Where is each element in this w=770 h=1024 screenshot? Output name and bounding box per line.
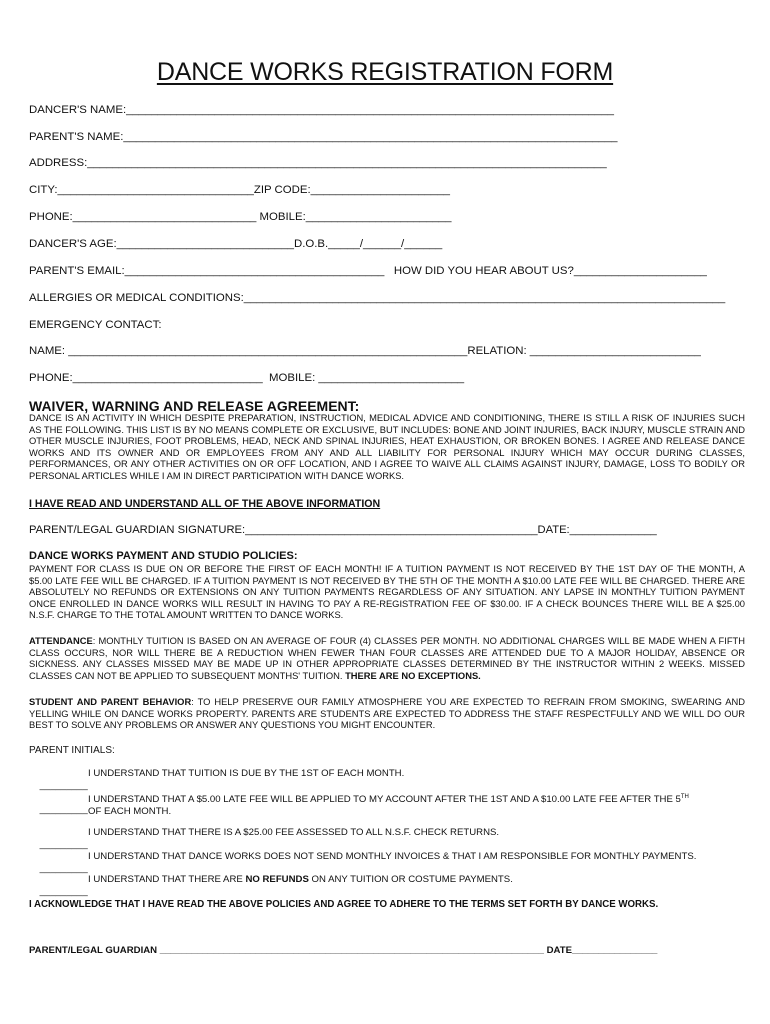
initial-item-text-part: ON ANY TUITION OR COSTUME PAYMENTS. xyxy=(308,874,513,885)
initial-blank[interactable]: _________ xyxy=(39,838,88,850)
parent-initials-label: PARENT INITIALS: xyxy=(29,745,115,756)
final-signature-field[interactable]: PARENT/LEGAL GUARDIAN ________________________________________________________________________ DATE________________ xyxy=(29,945,658,956)
policies-heading: DANCE WORKS PAYMENT AND STUDIO POLICIES: xyxy=(29,550,298,562)
final-acknowledgement: I ACKNOWLEDGE THAT I HAVE READ THE ABOVE POLICIES AND AGREE TO ADHERE TO THE TERMS SET FORTH BY DANCE WORKS. xyxy=(29,899,659,910)
emergency-contact-label: EMERGENCY CONTACT: xyxy=(29,319,162,331)
city-zip-field[interactable]: CITY:_______________________________ZIP CODE:______________________ xyxy=(29,184,450,196)
email-field[interactable]: PARENT'S EMAIL:_________________________________________ HOW DID YOU HEAR ABOUT US?_____________________ xyxy=(29,265,707,277)
age-dob-field[interactable]: DANCER'S AGE:____________________________D.O.B._____/______/______ xyxy=(29,238,443,250)
initial-item-text xyxy=(88,874,748,886)
no-refunds-text: NO REFUNDS xyxy=(245,874,309,885)
initial-item-text-part: OF EACH MONTH. xyxy=(88,805,172,817)
superscript-th: TH xyxy=(680,794,689,800)
allergies-field[interactable]: ALLERGIES OR MEDICAL CONDITIONS:____________________________________________________________________________ xyxy=(29,292,726,304)
no-exceptions-text: THERE ARE NO EXCEPTIONS. xyxy=(345,670,481,681)
initial-blank[interactable]: _________ xyxy=(39,885,88,897)
waiver-signature-field[interactable]: PARENT/LEGAL GUARDIAN SIGNATURE:_______________________________________________DATE:______________ xyxy=(29,524,657,536)
waiver-text: DANCE IS AN ACTIVITY IN WHICH DESPITE PREPARATION, INSTRUCTION, MEDICAL ADVICE AND CONDITIONING, THERE IS STILL A RISK OF INJURIES SUCH AS THE FOLLOWING. THIS LIST IS BY NO MEANS COMPLETE OR EXCLUSIVE, BUT INCLUDES: BONE AND JOINT INJURIES, BACK INJURY, MUSCLE STRAIN AND OTHER MUSCLE INJURIES, FOOT PROBLEMS, HEAD, NECK AND SPINAL INJURIES, HEAT EXHAUSTION, OR BROKEN BONES. I AGREE AND RELEASE DANCE WORKS AND ITS OWNER AND OR EMPLOYEES FROM ANY AND ALL LIABILITY FOR PERSONAL INJURY WHICH MAY OCCUR DURING CLASSES, PERFORMANCES, OR ANY OTHER ACTIVITIES ON OR OFF LOCATION, AND I AGREE TO WAIVE ALL CLAIMS AGAINST INJURY, DAMAGE, LOSS TO BODILY OR PERSONAL ARTICLES WHILE I AM IN DIRECT PARTICIPATION WITH DANCE WORKS. xyxy=(29,413,745,481)
address-field[interactable]: ADDRESS:__________________________________________________________________________________ xyxy=(29,157,607,169)
behavior-label: STUDENT AND PARENT BEHAVIOR xyxy=(29,697,192,707)
initial-blank[interactable]: _________ xyxy=(39,862,88,874)
initial-item-text: I UNDERSTAND THAT DANCE WORKS DOES NOT SEND MONTHLY INVOICES & THAT I AM RESPONSIBLE FOR MONTHLY PAYMENTS. xyxy=(88,851,697,862)
attendance-policy xyxy=(29,636,745,682)
emergency-name-field[interactable]: NAME: _______________________________________________________________RELATION: ___________________________ xyxy=(29,345,701,357)
form-title: DANCE WORKS REGISTRATION FORM xyxy=(156,58,614,86)
attendance-label: ATTENDANCE xyxy=(29,636,93,646)
initial-item-text: I UNDERSTAND THAT TUITION IS DUE BY THE 1ST OF EACH MONTH. xyxy=(88,768,405,779)
parent-name-field[interactable]: PARENT'S NAME:______________________________________________________________________________ xyxy=(29,131,618,143)
dancer-name-field[interactable]: DANCER'S NAME:_____________________________________________________________________________ xyxy=(29,104,614,116)
behavior-text: : TO HELP PRESERVE OUR FAMILY ATMOSPHERE YOU ARE EXPECTED TO REFRAIN FROM SMOKING, SWEARING AND YELLING WHILE ON DANCE WORKS PROPERTY. PARENTS ARE STUDENTS ARE EXPECTED TO ADDRESS THE STAFF RESPECTFULLY AND WE WILL DO OUR BEST TO SOLVE ANY PROBLEMS OR ANSWER ANY QUESTIONS YOU MIGHT ENCOUNTER. xyxy=(29,697,746,731)
initial-blank[interactable]: _________ xyxy=(39,779,88,791)
payment-policy-text: PAYMENT FOR CLASS IS DUE ON OR BEFORE THE FIRST OF EACH MONTH! IF A TUITION PAYMENT IS NOT RECEIVED BY THE 1ST DAY OF THE MONTH, A $5.00 LATE FEE WILL BE CHARGED. IF A TUITION PAYMENT IS NOT RECEIVED BY THE 5TH OF THE MONTH A $10.00 LATE FEE WILL BE CHARGED. THERE ARE ABSOLUTELY NO REFUNDS OR EXTENSIONS ON ANY TUITION PAYMENTS REGARDLESS OF ANY SITUATION. ANY LAPSE IN MONTHLY TUITION PAYMENT ONCE ENROLLED IN DANCE WORKS WILL RESULT IN HAVING TO PAY A RE-REGISTRATION FEE OF $30.00. IF A CHECK BOUNCES THERE WILL BE A $25.00 N.S.F. CHARGE TO THE TOTAL AMOUNT WRITTEN TO DANCE WORKS. xyxy=(29,564,745,621)
initial-blank[interactable]: _________ xyxy=(39,803,88,815)
waiver-heading: WAIVER, WARNING AND RELEASE AGREEMENT: xyxy=(29,398,360,414)
initial-item-text: I UNDERSTAND THAT THERE IS A $25.00 FEE ASSESSED TO ALL N.S.F. CHECK RETURNS. xyxy=(88,827,500,838)
read-understand-statement: I HAVE READ AND UNDERSTAND ALL OF THE ABOVE INFORMATION xyxy=(29,498,381,510)
initial-item-text-part: I UNDERSTAND THAT A $5.00 LATE FEE WILL BE APPLIED TO MY ACCOUNT AFTER THE 1ST AND A $10.00 LATE FEE AFTER THE 5 xyxy=(88,794,681,805)
initial-item-text-part: I UNDERSTAND THAT THERE ARE xyxy=(88,874,246,885)
behavior-policy xyxy=(29,697,745,732)
emergency-phone-field[interactable]: PHONE:______________________________ MOBILE: _______________________ xyxy=(29,372,465,384)
initial-item-text xyxy=(88,792,748,817)
phone-mobile-field[interactable]: PHONE:_____________________________ MOBILE:_______________________ xyxy=(29,211,452,223)
attendance-text: : MONTHLY TUITION IS BASED ON AN AVERAGE OF FOUR (4) CLASSES PER MONTH. NO ADDITIONAL CHARGES WILL BE MADE WHEN A FIFTH CLASS OCCURS, NOR WILL THERE BE A REDUCTION WHEN FEWER THAN FOUR CLASSES ARE ATTENDED DUE TO A MAJOR HOLIDAY, ABSENCE OR SICKNESS. ANY CLASSES MISSED MAY BE MADE UP IN OTHER APPROPRIATE CLASSES DETERMINED BY THE INSTRUCTOR WITHIN 2 WEEKS. MISSED CLASSES CAN NOT BE APPLIED TO SUBSEQUENT MONTHS' TUITION. xyxy=(29,636,745,681)
